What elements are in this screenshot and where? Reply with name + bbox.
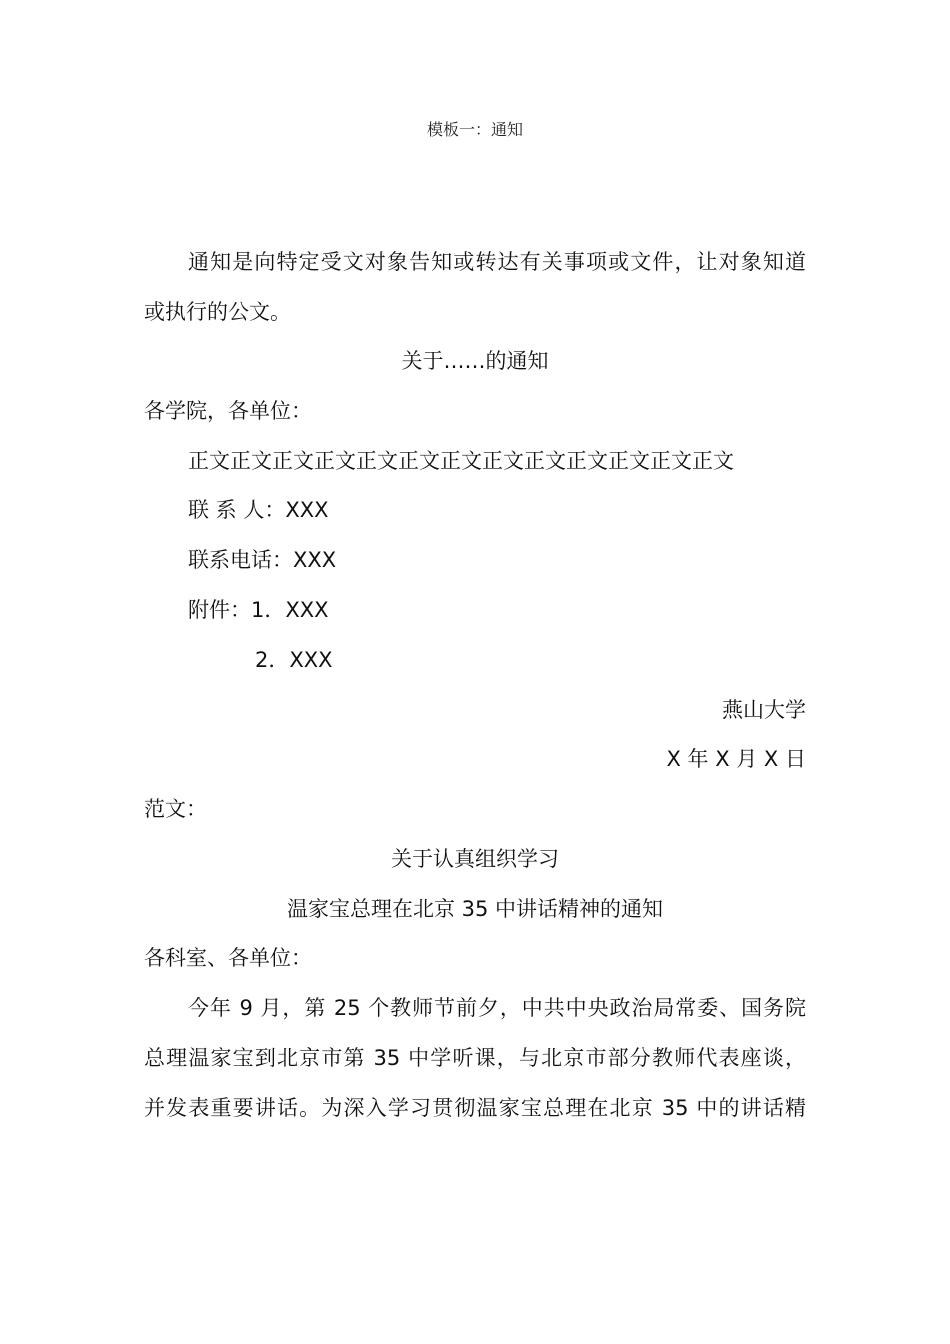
template-title: 关于……的通知 [401, 349, 549, 373]
sample-paragraph-line-3: 并发表重要讲话。为深入学习贯彻温家宝总理在北京 35 中的讲话精 [144, 1096, 806, 1120]
sample-title-line-2: 温家宝总理在北京 35 中讲话精神的通知 [286, 897, 664, 921]
sample-salutation: 各科室、各单位： [144, 946, 312, 970]
sample-title-line-1: 关于认真组织学习 [391, 847, 559, 871]
sample-paragraph-line-2: 总理温家宝到北京市第 35 中学听课，与北京市部分教师代表座谈， [144, 1046, 806, 1070]
sample-paragraph-line-1: 今年 9 月，第 25 个教师节前夕，中共中央政治局常委、国务院 [188, 996, 806, 1020]
template-phone: 联系电话：XXX [188, 548, 337, 572]
sample-label: 范文： [144, 797, 207, 821]
template-date: X 年 X 月 X 日 [666, 747, 806, 771]
template-attachment-1: 附件：1．XXX [188, 598, 329, 622]
template-attachment-2: 2．XXX [255, 648, 333, 672]
page-header: 模板一：通知 [426, 120, 523, 139]
intro-line-2: 或执行的公文。 [144, 300, 291, 324]
template-salutation: 各学院，各单位： [144, 399, 312, 423]
intro-line-1: 通知是向特定受文对象告知或转达有关事项或文件，让对象知道 [188, 250, 806, 274]
template-contact: 联 系 人：XXX [188, 498, 329, 522]
template-org: 燕山大学 [722, 698, 806, 722]
template-body: 正文正文正文正文正文正文正文正文正文正文正文正文正文 [188, 449, 734, 473]
